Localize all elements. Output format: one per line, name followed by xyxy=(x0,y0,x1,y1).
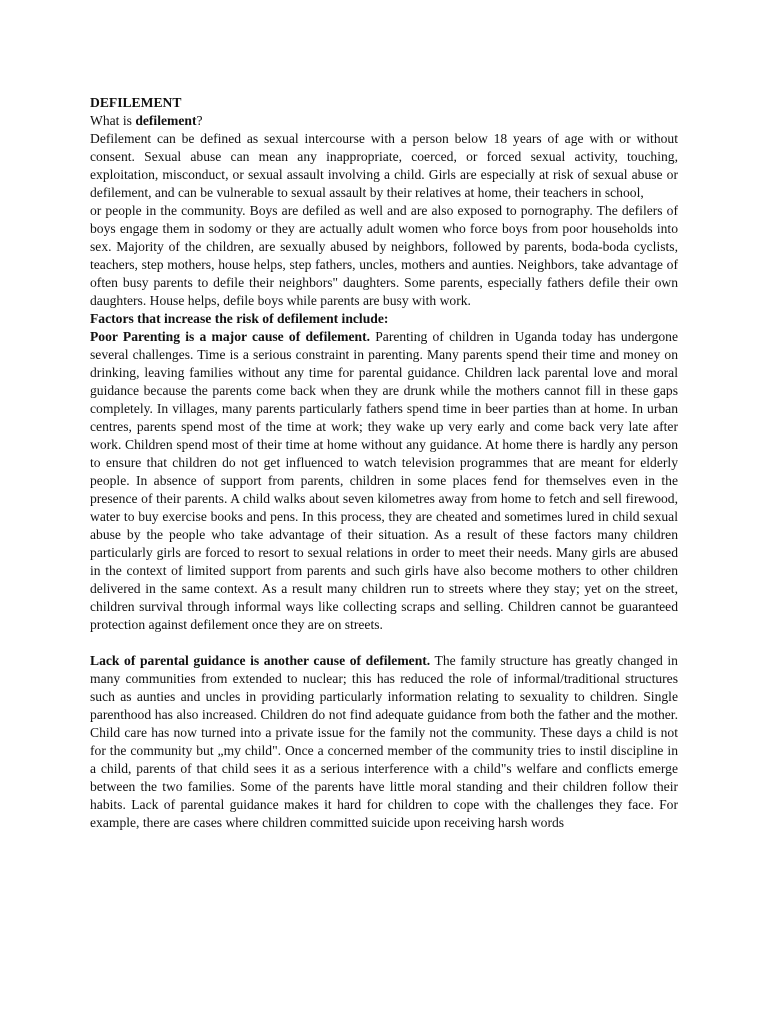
definition-paragraph: Defilement can be defined as sexual intercourse with a person below 18 years of age with or without consent. Sexual abuse can mean any inappropriate, coerced, or forced sexual activity, touching, exploitation, misconduct, or sexual assault involving a child. Girls are especially at risk of sexual abuse or defilement, and can be vulnerable to sexual assault by their relatives at home, their teachers in school, xyxy=(90,131,678,200)
parental-guidance-paragraph xyxy=(90,652,678,832)
poor-parenting-paragraph xyxy=(90,328,678,634)
document-page xyxy=(90,94,678,832)
paragraph-gap xyxy=(90,634,678,652)
community-paragraph: or people in the community. Boys are defiled as well and are also exposed to pornography. The defilers of boys engage them in sodomy or they are actually adult women who force boys from poor households into sex. Majority of the children, are sexually abused by neighbors, followed by parents, boda-boda cyclists, teachers, step mothers, house helps, step fathers, uncles, mothers and aunties. Neighbors, take advantage of often busy parents to defile their neighbors" daughters. Some parents, especially fathers defile their own daughters. House helps, defile boys while parents are busy with work. xyxy=(90,203,678,308)
parental-guidance-lead: Lack of parental guidance is another cause of defilement. xyxy=(90,653,431,668)
question-suffix: ? xyxy=(196,113,203,128)
definition-question xyxy=(90,112,678,130)
poor-parenting-lead: Poor Parenting is a major cause of defilement. xyxy=(90,329,371,344)
factors-heading: Factors that increase the risk of defilement include: xyxy=(90,311,389,326)
parental-guidance-body: The family structure has greatly changed in many communities from extended to nuclear; this has reduced the role of informal/traditional structures such as aunties and uncles in providing particularly information relating to sexuality to children. Single parenthood has also increased. Children do not find adequate guidance from both the father and the mother. Child care has now turned into a private issue for the family not the community. These days a child is not for the community but „my child". Once a concerned member of the community tries to instil discipline in a child, parents of that child sees it as a serious interference with a child"s welfare and conflicts emerge between the two families. Some of the parents have little moral standing and their children follow their habits. Lack of parental guidance makes it hard for children to cope with the challenges they face. For example, there are cases where children committed suicide upon receiving harsh words xyxy=(90,653,678,830)
poor-parenting-body: Parenting of children in Uganda today has undergone several challenges. Time is a serious constraint in parenting. Many parents spend their time and money on drinking, leaving families without any time for parental guidance. Children lack parental love and moral guidance because the parents come back when they are drunk while the mothers cannot fill in these gaps completely. In villages, many parents particularly fathers spend time in beer parties than at home. In urban centres, parents spend most of the time at work; they wake up very early and come back very late after work. Children spend most of their time at home without any guidance. At home there is hardly any person to ensure that children do not get influenced to watch television programmes that are meant for elderly people. In absence of support from parents, children in some places fend for themselves even in the presence of their parents. A child walks about seven kilometres away from home to fetch and sell firewood, water to buy exercise books and pens. In this process, they are cheated and sometimes lured in child sexual abuse by the people who take advantage of their situation. As a result of these factors many children particularly girls are forced to resort to sexual relations in order to meet their needs. Many girls are abused in the context of limited support from parents and such girls have also become mothers to other children delivered in the same context. As a result many children run to streets where they stay; yet on the street, children survival through informal ways like collecting scraps and selling. Children cannot be guaranteed protection against defilement once they are on streets. xyxy=(90,329,678,632)
question-term: defilement xyxy=(135,113,197,128)
question-prefix: What is xyxy=(90,113,136,128)
document-title: DEFILEMENT xyxy=(90,95,182,110)
